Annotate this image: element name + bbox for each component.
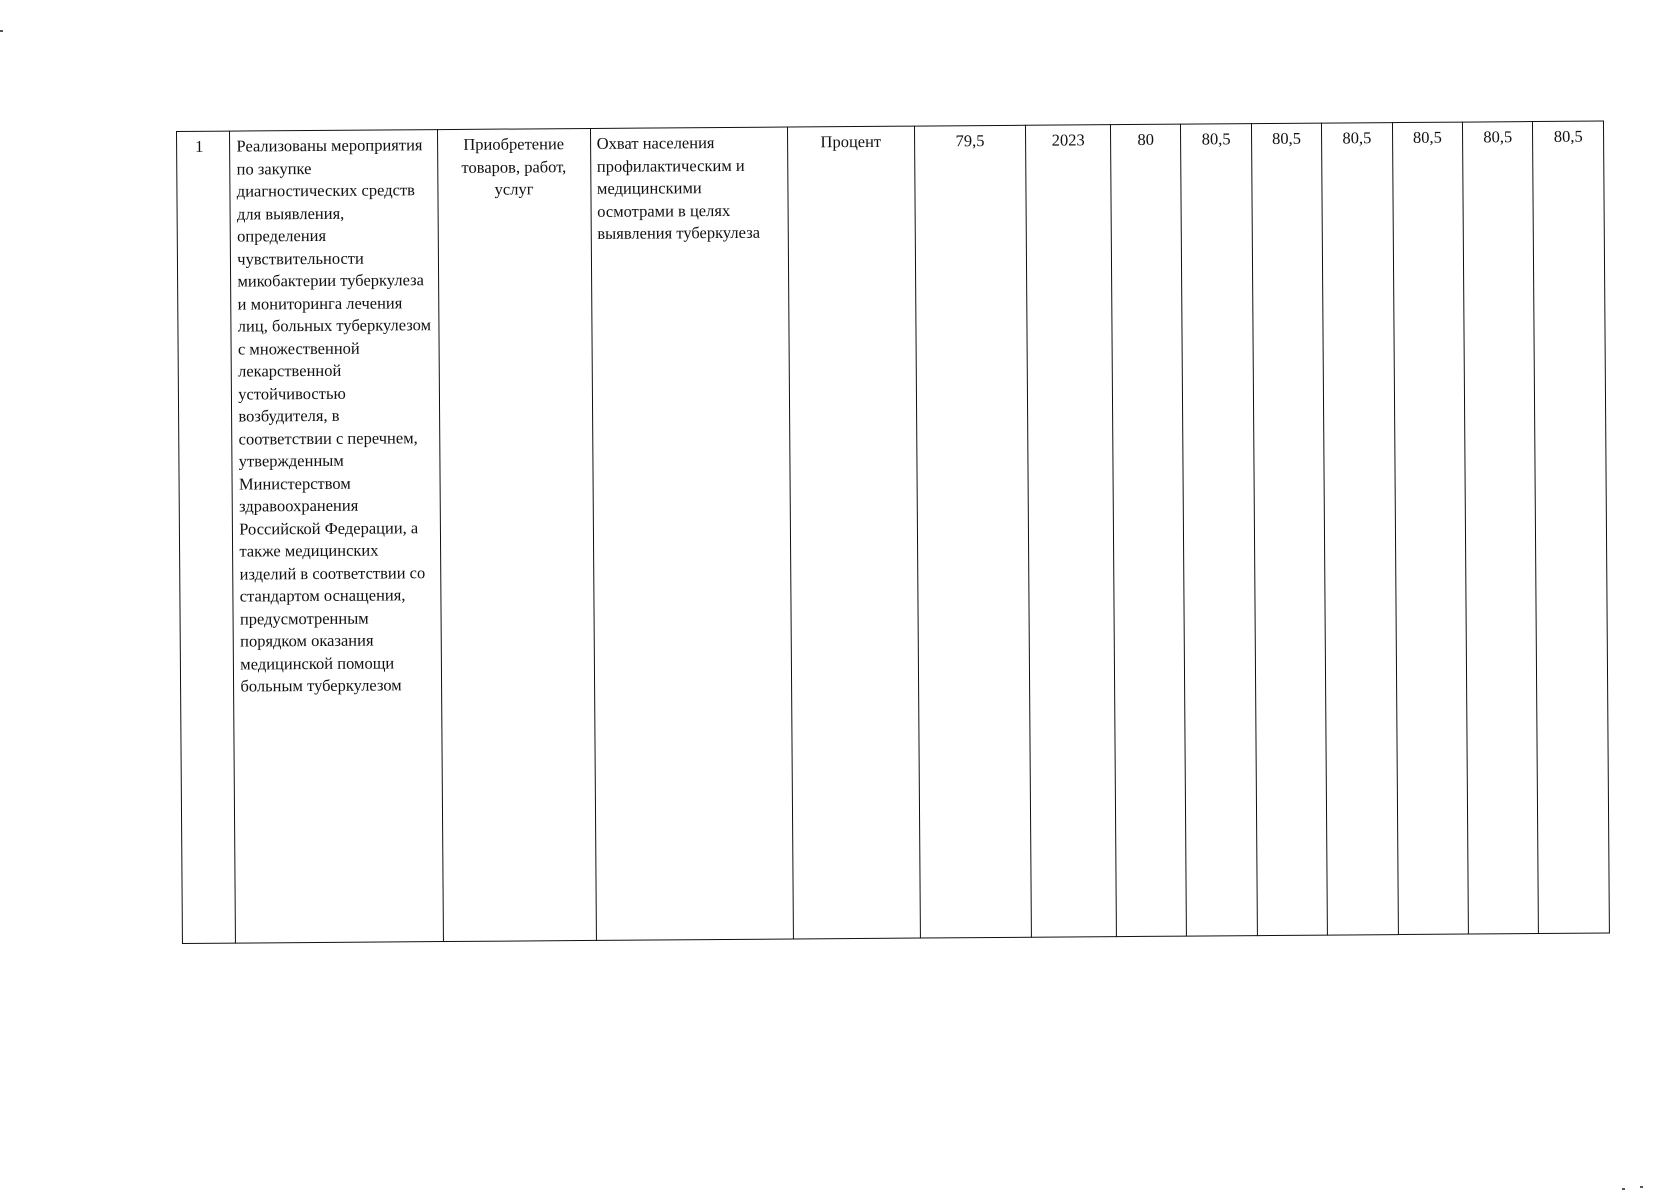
unit-cell: Процент (787, 126, 920, 939)
value-cell: 80,5 (1181, 124, 1257, 936)
scan-speck (1640, 1186, 1643, 1188)
table-row (177, 121, 1610, 943)
scan-speck (1622, 1188, 1625, 1190)
type-cell: Приобретение товаров, работ, услуг (437, 128, 596, 941)
value-cell: 80,5 (1533, 121, 1609, 933)
row-number-cell: 1 (177, 131, 236, 943)
base-year-cell: 2023 (1026, 125, 1116, 938)
scan-speck (0, 30, 3, 32)
value-cell: 80,5 (1251, 123, 1327, 935)
value-cell: 80,5 (1392, 122, 1468, 934)
indicator-cell: Охват населения профилактическим и медицинскими осмотрами в целях выявления туберкулеза (590, 127, 793, 940)
base-value-cell: 79,5 (914, 125, 1032, 938)
result-cell: Реализованы мероприятия по закупке диагностических средств для выявления, определения чувствительности микобактерии туберкулеза и мониторинга лечения лиц, больных туберкулезом с множественной лекарственной устойчивостью возбудителя, в соответствии с перечнем, утвержденным Министерством здравоохранения Российской Федерации, а также медицинских изделий в соответствии со стандартом оснащения, предусмотренным порядком оказания медицинской помощи больным туберкулезом (230, 130, 443, 943)
value-cell: 80,5 (1463, 122, 1539, 934)
value-cell: 80,5 (1322, 123, 1398, 935)
indicator-table (176, 121, 1610, 944)
value-cell: 80 (1110, 124, 1186, 936)
